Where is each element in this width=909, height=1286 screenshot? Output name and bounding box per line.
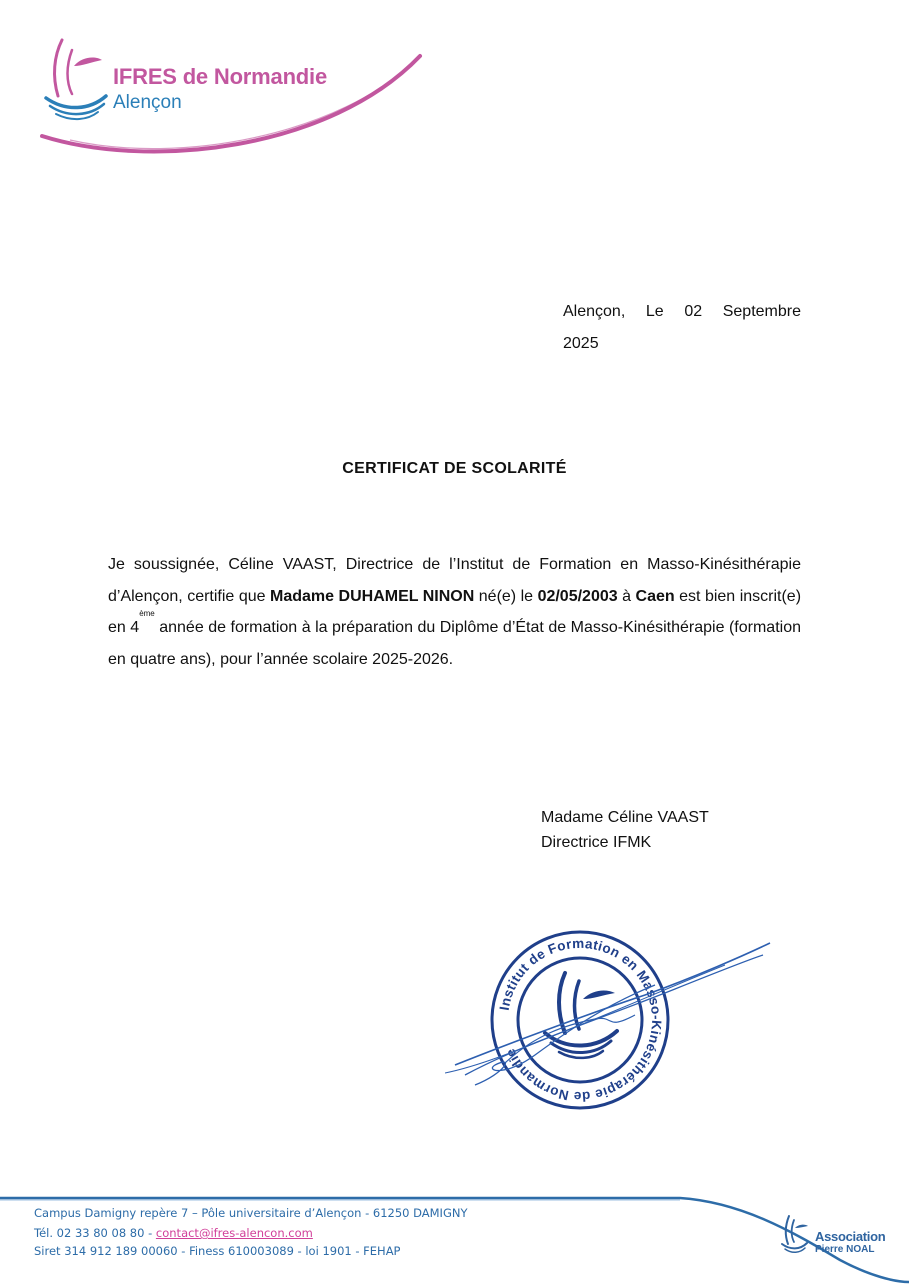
signatory-name: Madame Céline VAAST [541,809,709,826]
signatory-role: Directrice IFMK [541,834,652,851]
org-name: IFRES de Normandie [113,64,327,89]
footer-identifiers: Siret 314 912 189 00060 - Finess 610003089 - loi 1901 - FEHAP [34,1244,401,1258]
body-text-2: né(e) le [474,587,538,605]
date-month: Septembre [722,303,801,320]
date-city: Alençon, [563,303,626,320]
association-name: Association [815,1229,886,1244]
student-name: Madame DUHAMEL NINON [270,587,475,605]
footer-tel: Tél. 02 33 80 08 80 - [34,1226,156,1240]
footer-address: Campus Damigny repère 7 – Pôle universitaire d’Alençon - 61250 DAMIGNY [34,1206,468,1220]
document-title: CERTIFICAT DE SCOLARITÉ [342,460,567,477]
ordinal-suffix: ème [139,609,155,618]
date-le: Le [645,303,664,320]
body-text-1: Je soussignée, Céline VAAST, Directrice de l’Institut de Formation en Masso-Kinésithérapie d’Alençon, certifie que [108,556,801,605]
signatory-block [541,805,709,855]
org-city: Alençon [113,92,182,113]
birth-date: 02/05/2003 [537,587,618,605]
stamp-text: Institut de Formation en Masso-Kinésithérapie de Normandie [496,935,665,1105]
footer-email-link[interactable]: contact@ifres-alencon.com [155,1226,313,1240]
body-text-4: est bien inscrit(e) en 4 [108,587,802,636]
date-line [563,296,801,328]
birth-city: Caen [635,587,675,605]
association-subname: Pierre NOAL [815,1244,875,1255]
certificate-body [108,549,801,675]
footer-contact [34,1226,313,1240]
official-stamp-and-signature [445,925,775,1115]
date-year: 2025 [563,335,599,352]
body-text-3: à [617,587,636,605]
body-text-5: année de formation à la préparation du Diplôme d’État de Masso-Kinésithérapie (formation en quatre ans), pour l’année scolaire 2025-2026. [108,619,801,668]
date-block [563,296,801,360]
ifres-logo-icon [40,36,120,126]
date-day: 02 [684,303,703,320]
svg-text:Institut de Formation en Masso [497,936,664,1104]
association-logo-icon [780,1214,810,1256]
